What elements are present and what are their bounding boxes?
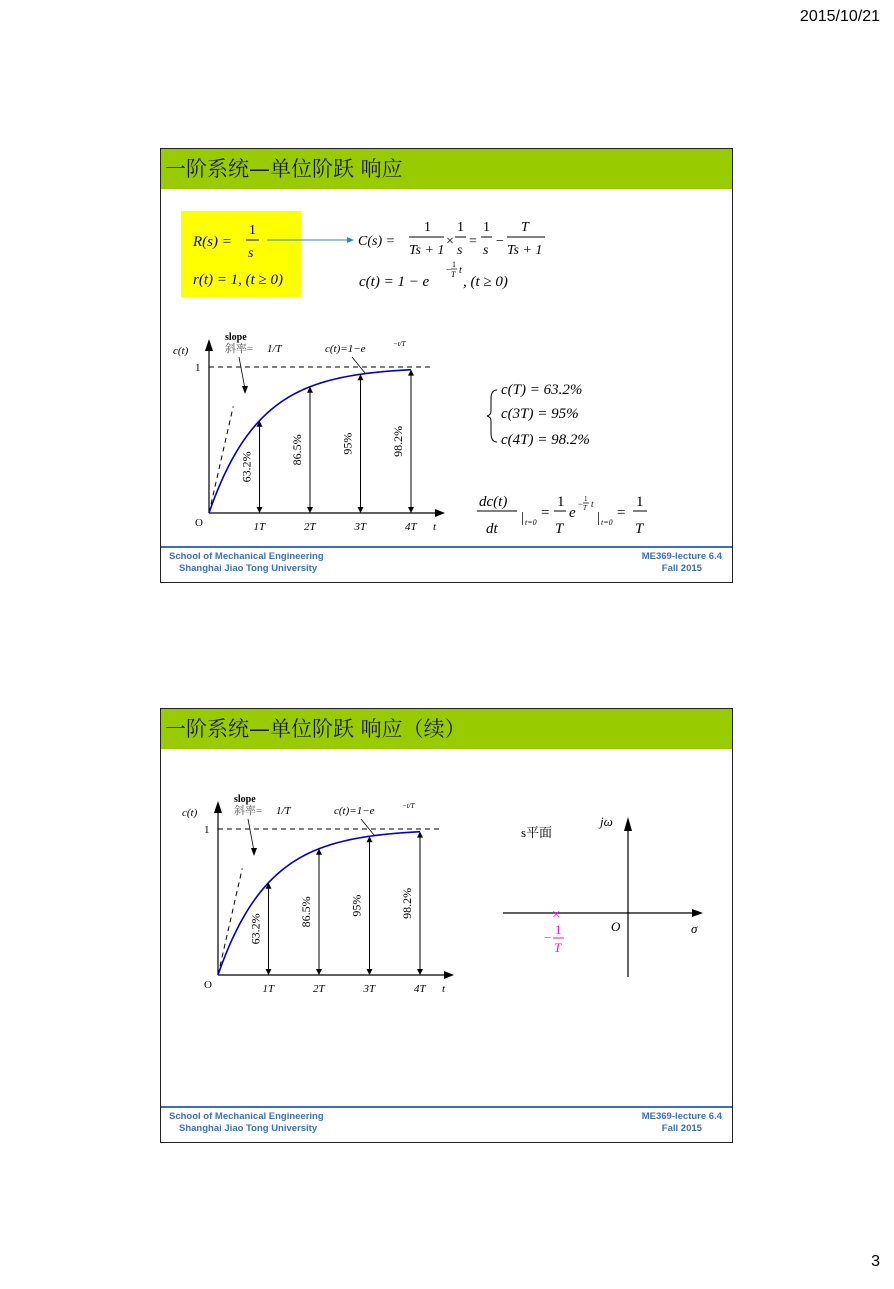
x-tick-label: 1T [262, 983, 275, 995]
slide-footer [161, 1106, 732, 1142]
y-axis-label: c(t) [182, 807, 198, 819]
footer-course: ME369-lecture 6.4 Fall 2015 [641, 1111, 722, 1134]
d-T: T [555, 521, 564, 537]
time-response-eq [359, 260, 508, 290]
c-line-exp-t: t [459, 265, 462, 276]
percent-arrow-head-bottom [257, 507, 263, 513]
percent-label: 95% [349, 894, 364, 917]
slide-footer [161, 546, 732, 582]
curve-label: c(t)=1−e [334, 805, 375, 817]
c-line-exp-num: 1 [452, 260, 456, 269]
slope-pointer [248, 819, 254, 851]
slide-1 [160, 148, 733, 583]
x-axis-arrow [435, 509, 445, 517]
percent-label: 95% [340, 432, 355, 455]
c-line-exp-den: T [451, 270, 456, 279]
x-tick-label: 3T [354, 521, 367, 533]
x-tick-label: 4T [405, 521, 417, 533]
C-f1-den: Ts + 1 [409, 243, 445, 258]
output-laplace [358, 220, 545, 258]
step-response-chart-2 [182, 794, 454, 995]
y-axis-label: c(t) [173, 345, 189, 357]
y-tick-label: 1 [195, 362, 201, 374]
origin-label: O [195, 517, 203, 529]
C-f4-den: Ts + 1 [507, 243, 543, 258]
curve-label-exp: −t/T [402, 802, 415, 810]
slide-title: 一阶系统—单位阶跃 响应 [161, 149, 732, 189]
C-times: × [446, 234, 454, 249]
d-sub-bar-2: | [597, 510, 601, 526]
slope-value: 1/T [267, 343, 282, 355]
curve-pointer [352, 357, 365, 373]
slope-tangent [209, 406, 233, 513]
page-date: 2015/10/21 [799, 8, 880, 25]
slope-label-en: slope [234, 794, 256, 805]
slide-2-content [161, 709, 734, 1144]
percent-arrow-head-bottom [266, 969, 272, 975]
percent-label: 98.2% [400, 887, 414, 919]
percent-label: 98.2% [391, 425, 405, 457]
c-line-exp-minus: − [446, 265, 452, 276]
d-exp-num: 1 [584, 495, 588, 503]
pole-marker: × [552, 907, 561, 923]
d-sub-t: t=0 [525, 518, 537, 527]
x-tick-label: 1T [253, 521, 266, 533]
x-tick-label: 2T [313, 983, 325, 995]
c-line-b: , (t ≥ 0) [463, 274, 508, 290]
key-values [487, 382, 590, 448]
origin-label: O [204, 979, 212, 991]
percent-label: 86.5% [299, 896, 313, 928]
d-eq1: = [541, 505, 550, 521]
d-exp-t: t [591, 499, 594, 509]
percent-arrow-head-bottom [307, 507, 313, 513]
percent-arrow-head-bottom [358, 507, 364, 513]
C-f4-num: T [521, 220, 529, 235]
sigma-label: σ [691, 921, 698, 936]
y-tick-label: 1 [204, 824, 210, 836]
slope-tangent [218, 868, 242, 975]
slide-title: 一阶系统—单位阶跃 响应（续） [161, 709, 732, 749]
d-exp-minus: − [578, 499, 584, 509]
pole-den: T [554, 940, 562, 955]
curve-label-exp: −t/T [393, 340, 406, 348]
R-num: 1 [249, 223, 256, 238]
C-minus: − [496, 234, 504, 249]
d-num: dc(t) [479, 494, 508, 510]
s-plane-diagram [503, 814, 703, 977]
d-eq2: = [617, 505, 626, 521]
footer-school: School of Mechanical Engineering Shanghai Jiao Tong University [169, 551, 324, 574]
footer-school: School of Mechanical Engineering Shanghai Jiao Tong University [169, 1111, 324, 1134]
x-tick-label: 4T [414, 983, 426, 995]
slope-pointer-head [251, 848, 257, 856]
percent-label: 63.2% [239, 451, 254, 483]
curve-pointer [361, 819, 374, 835]
c4T-value: c(4T) = 98.2% [501, 432, 590, 448]
pole-value [544, 922, 564, 955]
slope-label-cn: 斜率= [234, 805, 263, 817]
y-axis-arrow [205, 339, 213, 351]
slope-pointer [239, 357, 245, 389]
slope-pointer-head [242, 386, 248, 394]
slide-2 [160, 708, 733, 1143]
C-f2-num: 1 [457, 220, 464, 235]
x-axis-arrow [444, 971, 454, 979]
r-time: r(t) = 1, (t ≥ 0) [193, 272, 284, 288]
slope-label-en: slope [225, 332, 247, 343]
percent-arrow-head-bottom [316, 969, 322, 975]
d-exp-den: T [583, 504, 587, 512]
y-axis-arrow [214, 801, 222, 813]
percent-label: 86.5% [290, 434, 304, 466]
input-laplace [192, 223, 283, 288]
percent-arrow-head-bottom [408, 507, 414, 513]
footer-course: ME369-lecture 6.4 Fall 2015 [641, 551, 722, 574]
d-sub-t-2: t=0 [601, 518, 613, 527]
c-line-a: c(t) = 1 − e [359, 274, 430, 290]
R-den: s [248, 246, 254, 261]
percent-arrow-head-bottom [367, 969, 373, 975]
step-response-chart-1 [173, 332, 445, 533]
cT-value: c(T) = 63.2% [501, 382, 583, 398]
s-plane-label: s平面 [521, 825, 553, 840]
d-e: e [569, 505, 576, 521]
slope-derivative [477, 494, 647, 537]
x-tick-label: 2T [304, 521, 316, 533]
pole-minus: − [544, 930, 552, 945]
C-f2-den: s [457, 243, 463, 258]
c3T-value: c(3T) = 95% [501, 406, 579, 422]
d-one: 1 [557, 494, 565, 510]
jw-label: jω [600, 814, 613, 829]
R-lhs: R(s) = [193, 234, 232, 250]
percent-arrow-head-bottom [417, 969, 423, 975]
x-axis-label: t [442, 983, 446, 995]
C-f3-den: s [483, 243, 489, 258]
d-sub-bar: | [521, 510, 525, 526]
C-f3-num: 1 [483, 220, 490, 235]
page-number: 3 [871, 1253, 880, 1270]
pole-num: 1 [555, 922, 562, 937]
x-axis-label: t [433, 521, 437, 533]
C-eq: = [469, 234, 477, 249]
percent-label: 63.2% [248, 913, 263, 945]
slide-1-content [161, 149, 734, 584]
slope-label-cn: 斜率= [225, 343, 254, 355]
x-tick-label: 3T [363, 983, 376, 995]
C-lhs: C(s) = [358, 234, 396, 249]
curve-label: c(t)=1−e [325, 343, 366, 355]
d-res-den: T [635, 521, 644, 537]
origin-label: O [611, 919, 621, 934]
d-res-num: 1 [636, 494, 644, 510]
C-f1-num: 1 [424, 220, 431, 235]
slope-value: 1/T [276, 805, 291, 817]
d-den: dt [486, 521, 498, 537]
